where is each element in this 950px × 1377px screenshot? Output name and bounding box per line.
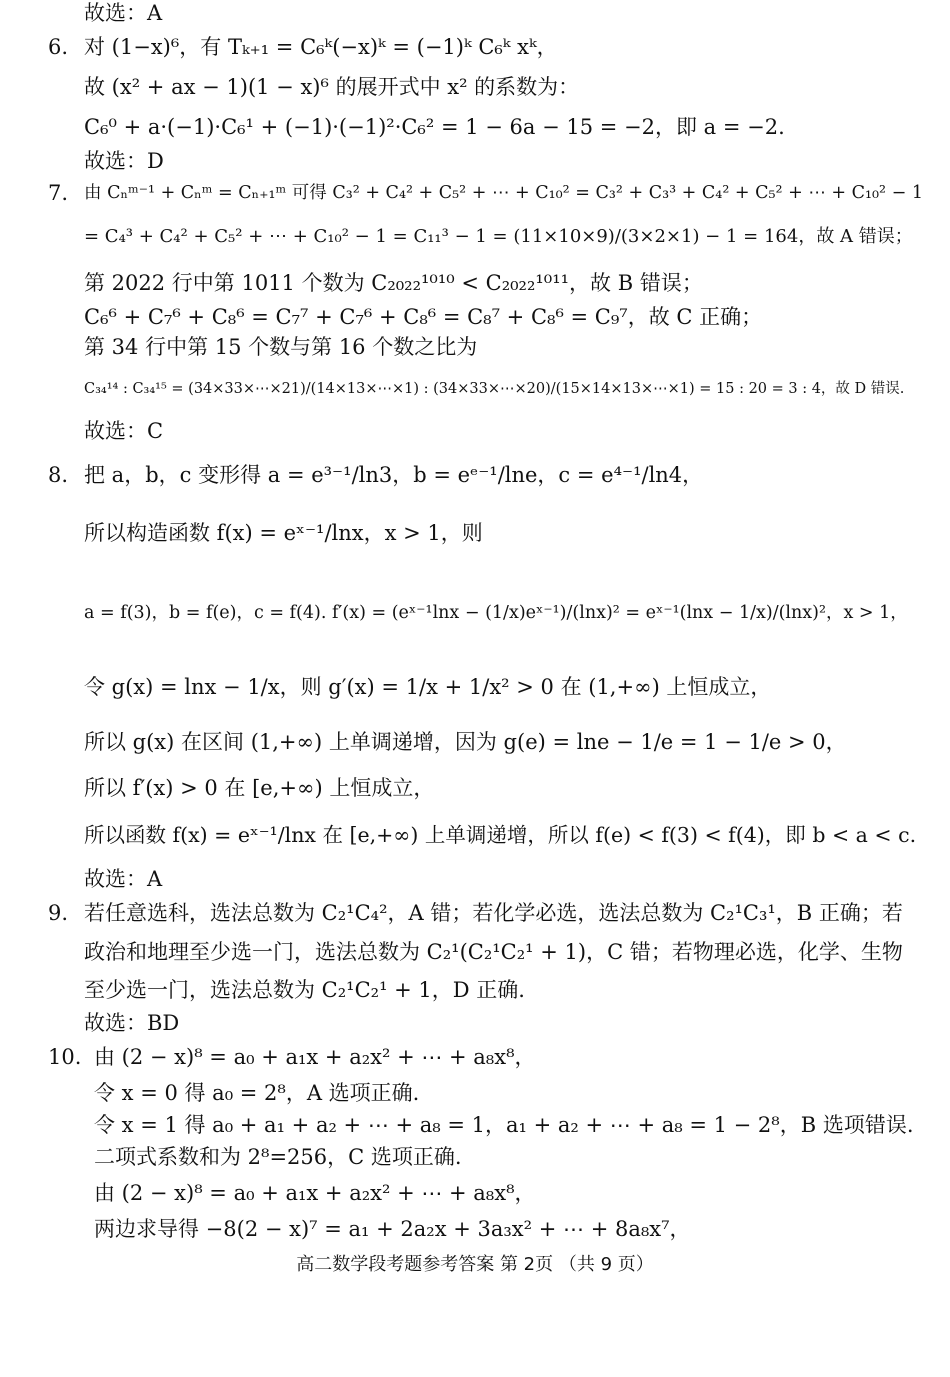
page-footer: 高二数学段考题参考答案 第 2页 （共 9 页） <box>296 1254 654 1275</box>
